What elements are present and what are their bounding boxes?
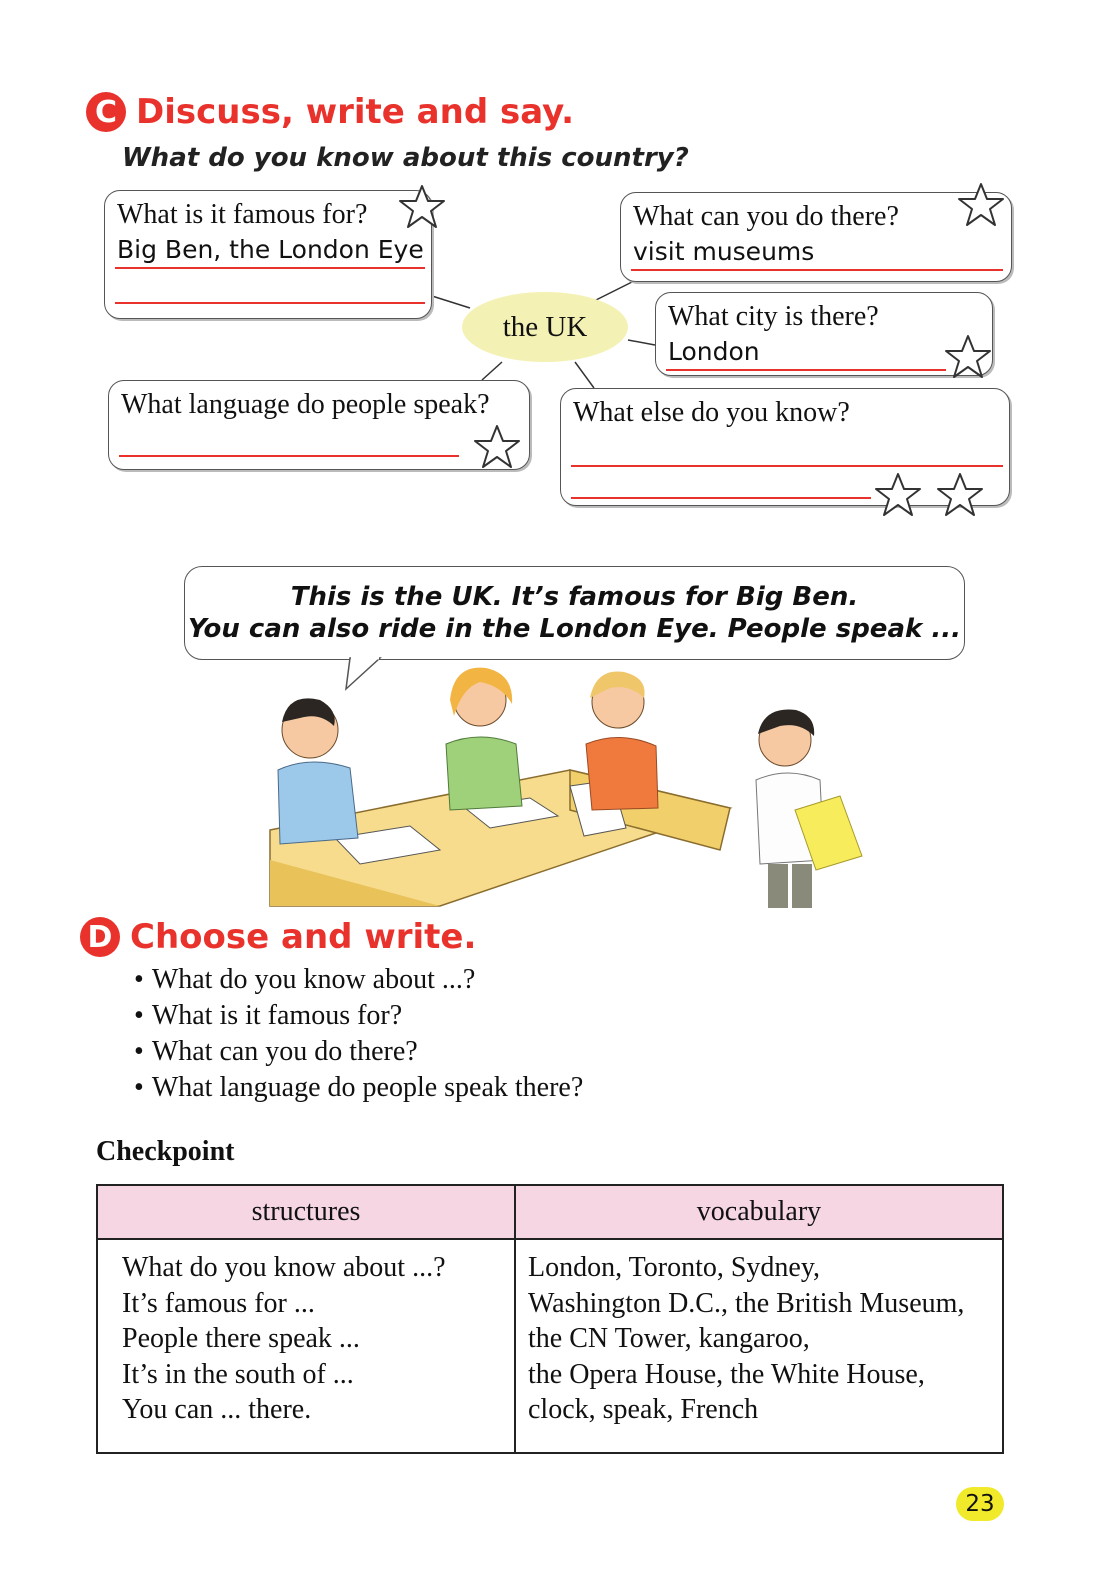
section-d-heading bbox=[80, 917, 476, 957]
checkpoint-title: Checkpoint bbox=[96, 1136, 235, 1167]
answer-line bbox=[115, 302, 425, 304]
speech-line-1: This is the UK. It’s famous for Big Ben. bbox=[290, 582, 859, 612]
children-table-illustration bbox=[240, 660, 880, 910]
answer-line bbox=[119, 455, 459, 457]
box-question: What city is there? bbox=[668, 301, 879, 332]
answer-line bbox=[115, 267, 425, 269]
list-item: • What can you do there? bbox=[134, 1034, 583, 1070]
section-c-badge: C bbox=[86, 92, 126, 132]
list-item: • What is it famous for? bbox=[134, 998, 583, 1034]
mindmap-box-city bbox=[655, 292, 993, 376]
structure-line: You can ... there. bbox=[122, 1394, 312, 1425]
star-icon bbox=[936, 472, 984, 518]
box-answer[interactable]: Big Ben, the London Eye bbox=[117, 235, 424, 264]
header-vocabulary: vocabulary bbox=[516, 1186, 1002, 1240]
star-icon bbox=[874, 472, 922, 518]
structures-cell bbox=[122, 1250, 446, 1428]
mindmap-box-famous bbox=[104, 190, 432, 319]
list-item: • What do you know about ...? bbox=[134, 962, 583, 998]
answer-line bbox=[666, 369, 946, 371]
header-structures: structures bbox=[98, 1186, 514, 1240]
answer-line bbox=[571, 465, 1003, 467]
speech-line-2: You can also ride in the London Eye. People speak ... bbox=[188, 614, 961, 644]
page-number: 23 bbox=[956, 1487, 1004, 1521]
star-icon bbox=[473, 424, 521, 470]
section-c-question: What do you know about this country? bbox=[122, 143, 689, 173]
box-question: What else do you know? bbox=[573, 397, 850, 428]
section-d-bullets bbox=[134, 962, 583, 1106]
structure-line: What do you know about ...? bbox=[122, 1252, 446, 1283]
section-d-title: Choose and write. bbox=[130, 917, 477, 957]
structure-line: People there speak ... bbox=[122, 1323, 360, 1354]
section-c-title: Discuss, write and say. bbox=[136, 92, 575, 132]
star-icon bbox=[957, 182, 1005, 228]
section-d-badge: D bbox=[80, 917, 120, 957]
structure-line: It’s in the south of ... bbox=[122, 1358, 354, 1390]
box-question: What is it famous for? bbox=[117, 199, 368, 230]
box-answer[interactable]: London bbox=[668, 337, 760, 366]
star-icon bbox=[944, 334, 992, 380]
mindmap-hub: the UK bbox=[462, 292, 628, 362]
structure-line: It’s famous for ... bbox=[122, 1287, 315, 1319]
speech-bubble bbox=[184, 566, 965, 660]
star-icon bbox=[398, 184, 446, 230]
box-question: What language do people speak? bbox=[121, 389, 490, 420]
box-answer[interactable]: visit museums bbox=[633, 237, 815, 266]
box-question: What can you do there? bbox=[633, 201, 899, 232]
list-item: • What language do people speak there? bbox=[134, 1070, 583, 1106]
vocabulary-line: London, Toronto, Sydney, bbox=[528, 1252, 821, 1283]
mindmap-box-do bbox=[620, 192, 1012, 282]
vocabulary-cell bbox=[528, 1250, 964, 1428]
vocabulary-line: clock, speak, French bbox=[528, 1394, 759, 1425]
checkpoint-table bbox=[96, 1184, 1004, 1454]
vocabulary-line: the CN Tower, kangaroo, bbox=[528, 1323, 810, 1354]
answer-line bbox=[631, 269, 1003, 271]
vocabulary-line: the Opera House, the White House, bbox=[528, 1358, 925, 1390]
answer-line bbox=[571, 497, 871, 499]
mindmap-box-language bbox=[108, 380, 530, 470]
column-divider bbox=[514, 1186, 516, 1452]
vocabulary-line: Washington D.C., the British Museum, bbox=[528, 1287, 965, 1319]
